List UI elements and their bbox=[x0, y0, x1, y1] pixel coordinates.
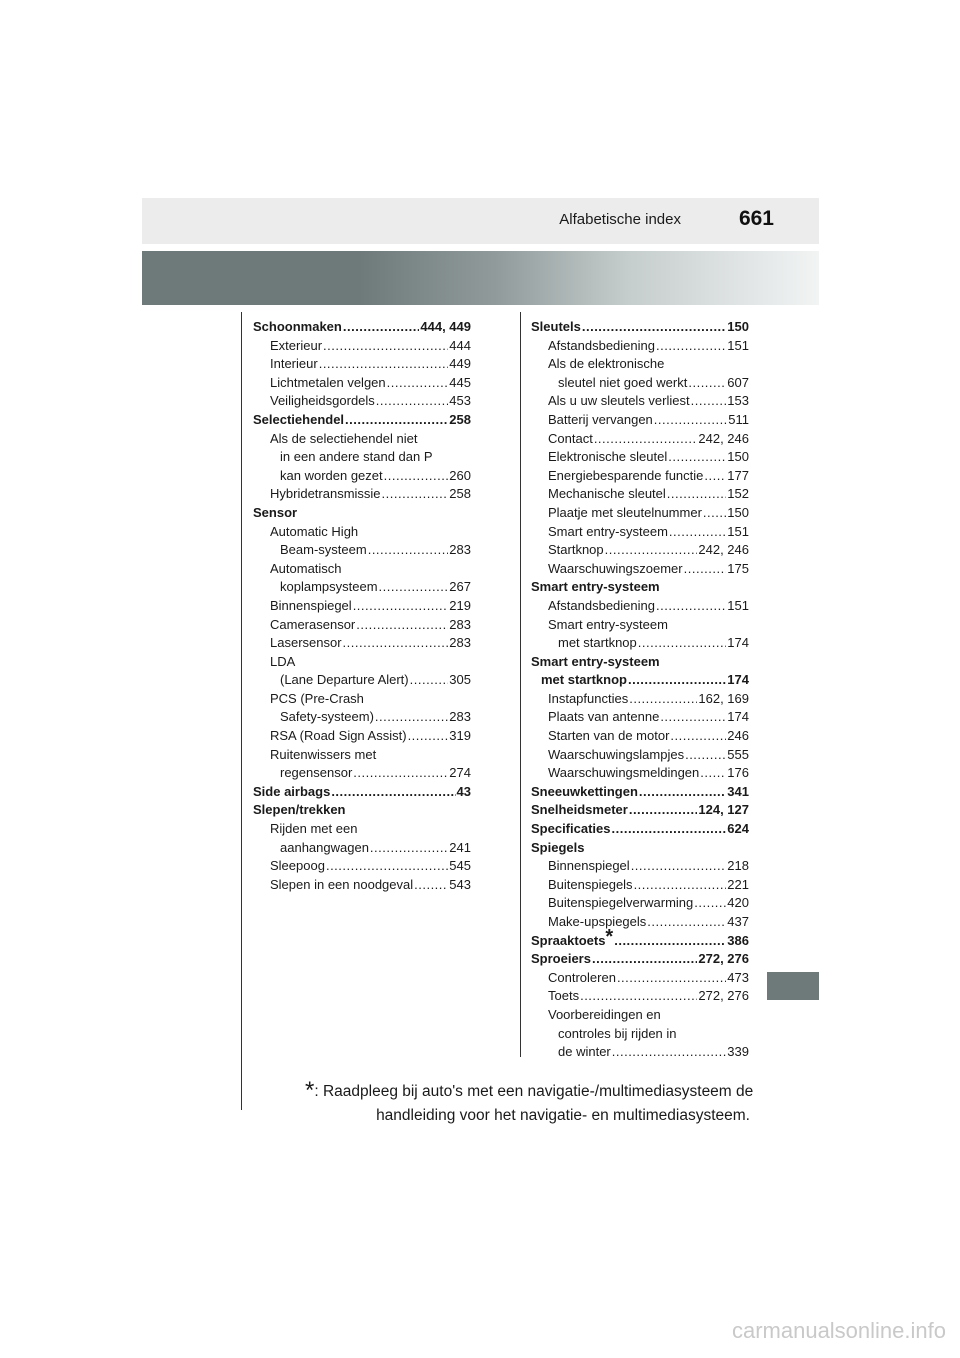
index-entry-label: Als u uw sleutels verliest bbox=[548, 393, 690, 409]
index-entry bbox=[531, 634, 749, 653]
section-gradient-band bbox=[142, 251, 819, 305]
index-entry-pages: 174 bbox=[727, 635, 749, 651]
dot-leader bbox=[634, 876, 727, 895]
dot-leader bbox=[703, 504, 726, 523]
index-entry bbox=[531, 820, 749, 839]
index-entry bbox=[253, 708, 471, 727]
dot-leader bbox=[654, 411, 727, 430]
index-entry bbox=[531, 504, 749, 523]
index-entry-label: Contact bbox=[548, 430, 593, 446]
index-entry-pages: 43 bbox=[456, 783, 471, 799]
dot-leader bbox=[704, 467, 726, 486]
index-entry-label: Waarschuwingszoemer bbox=[548, 560, 683, 576]
index-entry-label: koplampsysteem bbox=[280, 579, 378, 595]
index-entry bbox=[531, 764, 749, 783]
index-entry-pages: 242, 246 bbox=[698, 430, 749, 446]
dot-leader bbox=[669, 523, 726, 542]
index-entry-pages: 511 bbox=[728, 411, 749, 427]
index-entry-pages: 420 bbox=[727, 895, 749, 911]
index-entry-pages: 272, 276 bbox=[698, 988, 749, 1004]
dot-leader bbox=[323, 337, 448, 356]
index-entry-label: Binnenspiegel bbox=[270, 597, 352, 613]
index-entry bbox=[531, 578, 749, 597]
dot-leader bbox=[612, 820, 727, 839]
index-entry-pages: 258 bbox=[449, 486, 471, 502]
index-entry-pages: 283 bbox=[449, 542, 471, 558]
dot-leader bbox=[379, 578, 449, 597]
index-entry bbox=[253, 746, 471, 765]
index-entry-label: Specificaties bbox=[531, 821, 611, 837]
index-entry bbox=[253, 467, 471, 486]
index-entry bbox=[531, 857, 749, 876]
index-entry-label: Safety-systeem) bbox=[280, 709, 374, 725]
dot-leader bbox=[700, 764, 726, 783]
index-entry-label: (Lane Departure Alert) bbox=[280, 672, 409, 688]
index-entry-pages: 124, 127 bbox=[698, 802, 749, 818]
index-entry bbox=[531, 987, 749, 1006]
index-entry-pages: 175 bbox=[727, 560, 749, 576]
index-entry-label: Rijden met een bbox=[270, 821, 358, 837]
index-entry-label: Sproeiers bbox=[531, 951, 591, 967]
index-entry-pages: 176 bbox=[727, 765, 749, 781]
index-entry-pages: 607 bbox=[727, 374, 749, 390]
index-entry-label: Smart entry-systeem bbox=[531, 653, 660, 669]
index-entry-label: Plaats van antenne bbox=[548, 709, 660, 725]
dot-leader bbox=[638, 634, 727, 653]
footnote-text-line1: : Raadpleeg bij auto's met een navigatie-/multimediasysteem de bbox=[314, 1083, 754, 1100]
index-entry-label: Als de selectiehendel niet bbox=[270, 430, 418, 446]
index-entry-label: Slepen/trekken bbox=[253, 802, 346, 818]
index-entry bbox=[531, 392, 749, 411]
dot-leader bbox=[668, 448, 726, 467]
index-entry-pages: 272, 276 bbox=[698, 951, 749, 967]
index-entry-pages: 319 bbox=[449, 728, 471, 744]
index-entry-label: Instapfuncties bbox=[548, 690, 629, 706]
index-entry-label: de winter bbox=[558, 1044, 611, 1060]
index-entry bbox=[253, 392, 471, 411]
index-entry-label: Hybridetransmissie bbox=[270, 486, 381, 502]
index-entry bbox=[253, 653, 471, 672]
index-entry-label: Sensor bbox=[253, 504, 298, 520]
index-entry-label: Automatisch bbox=[270, 560, 342, 576]
index-entry-label: Waarschuwingslampjes bbox=[548, 746, 685, 762]
dot-leader bbox=[345, 411, 448, 430]
index-entry-label: Smart entry-systeem bbox=[531, 579, 660, 595]
index-entry-pages: 453 bbox=[449, 393, 471, 409]
dot-leader bbox=[343, 318, 420, 337]
index-entry-label: Sneeuwkettingen bbox=[531, 783, 638, 799]
index-entry-label: controles bij rijden in bbox=[558, 1025, 677, 1041]
index-entry bbox=[253, 616, 471, 635]
dot-leader bbox=[670, 727, 726, 746]
index-entry-pages: 444, 449 bbox=[420, 319, 471, 334]
column-divider bbox=[520, 312, 521, 1057]
index-entry-label: Spraaktoets bbox=[531, 932, 606, 948]
index-entry bbox=[253, 727, 471, 746]
index-column-right bbox=[531, 318, 749, 1062]
index-entry-pages: 153 bbox=[727, 393, 749, 409]
index-entry-pages: 242, 246 bbox=[698, 542, 749, 558]
index-entry-label: Veiligheidsgordels bbox=[270, 393, 375, 409]
index-entry bbox=[531, 913, 749, 932]
index-entry-label: met startknop bbox=[541, 672, 627, 688]
index-entry bbox=[531, 597, 749, 616]
dot-leader bbox=[684, 560, 727, 579]
index-entry bbox=[531, 894, 749, 913]
index-entry bbox=[531, 1025, 749, 1044]
index-entry bbox=[253, 801, 471, 820]
index-entry bbox=[253, 504, 471, 523]
index-entry-pages: 305 bbox=[449, 672, 471, 688]
index-entry-label: Startknop bbox=[548, 542, 604, 558]
index-entry-pages: 555 bbox=[727, 746, 749, 762]
index-entry-pages: 150 bbox=[727, 449, 749, 465]
index-entry-label: Buitenspiegels bbox=[548, 876, 633, 892]
index-entry bbox=[531, 318, 749, 337]
index-entry-pages: 437 bbox=[727, 914, 749, 929]
index-entry bbox=[531, 1006, 749, 1025]
index-entry-label: Spiegels bbox=[531, 839, 585, 855]
dot-leader bbox=[656, 337, 726, 356]
dot-leader bbox=[353, 597, 449, 616]
index-entry-label: sleutel niet goed werkt bbox=[558, 374, 688, 390]
index-entry-label: Selectiehendel bbox=[253, 411, 345, 427]
dot-leader bbox=[612, 1043, 727, 1062]
index-entry bbox=[531, 950, 749, 969]
index-entry-label: Interieur bbox=[270, 356, 318, 372]
dot-leader bbox=[353, 764, 448, 783]
index-entry bbox=[531, 876, 749, 895]
index-entry bbox=[253, 430, 471, 449]
index-entry bbox=[253, 560, 471, 579]
index-entry bbox=[531, 485, 749, 504]
index-entry bbox=[531, 1043, 749, 1062]
index-entry bbox=[253, 764, 471, 783]
index-entry-label: Lasersensor bbox=[270, 635, 342, 651]
index-entry bbox=[253, 578, 471, 597]
index-entry bbox=[253, 671, 471, 690]
index-entry bbox=[531, 523, 749, 542]
index-entry-pages: 444 bbox=[449, 337, 471, 353]
dot-leader bbox=[408, 727, 449, 746]
watermark: carmanualsonline.info bbox=[731, 1318, 946, 1343]
index-entry-label: Beam-systeem bbox=[280, 542, 367, 558]
dot-leader bbox=[370, 839, 448, 858]
index-entry-pages: 151 bbox=[727, 523, 749, 539]
header-title: Alfabetische index bbox=[559, 211, 681, 228]
index-entry bbox=[253, 541, 471, 560]
index-entry bbox=[531, 801, 749, 820]
index-entry bbox=[531, 969, 749, 988]
index-entry-label: Buitenspiegelverwarming bbox=[548, 895, 694, 911]
index-entry-label: Batterij vervangen bbox=[548, 411, 653, 427]
dot-leader bbox=[605, 541, 698, 560]
index-entry-label: Schoonmaken bbox=[253, 319, 342, 334]
index-entry bbox=[531, 671, 749, 690]
dot-leader bbox=[319, 355, 449, 374]
dot-leader bbox=[387, 374, 449, 393]
index-entry bbox=[531, 783, 749, 802]
index-entry-pages: 162, 169 bbox=[698, 690, 749, 706]
index-entry-pages: 445 bbox=[449, 374, 471, 390]
index-entry-label: Toets bbox=[548, 988, 580, 1004]
index-entry bbox=[253, 485, 471, 504]
index-entry-pages: 624 bbox=[727, 821, 749, 837]
dot-leader bbox=[382, 485, 449, 504]
index-entry-pages: 218 bbox=[727, 858, 749, 874]
index-entry bbox=[253, 857, 471, 876]
index-entry bbox=[253, 876, 471, 895]
index-entry bbox=[531, 337, 749, 356]
dot-leader bbox=[580, 987, 697, 1006]
index-entry-label: Energiebesparende functie bbox=[548, 467, 704, 483]
index-entry-pages: 151 bbox=[727, 337, 749, 353]
index-entry-label: Side airbags bbox=[253, 783, 331, 799]
index-entry-label: Elektronische sleutel bbox=[548, 449, 668, 465]
index-entry-label: Starten van de motor bbox=[548, 728, 670, 744]
index-entry-label: Mechanische sleutel bbox=[548, 486, 666, 502]
footnote bbox=[305, 1077, 754, 1128]
footnote-text-line2: handleiding voor het navigatie- en multimediasysteem. bbox=[376, 1107, 750, 1124]
index-entry-pages: 174 bbox=[727, 709, 749, 725]
index-entry bbox=[253, 448, 471, 467]
dot-leader bbox=[614, 932, 726, 951]
index-entry bbox=[253, 820, 471, 839]
index-entry bbox=[531, 690, 749, 709]
index-entry bbox=[531, 374, 749, 393]
index-entry bbox=[253, 374, 471, 393]
dot-leader bbox=[410, 671, 449, 690]
index-entry-label: Make-upspiegels bbox=[548, 914, 647, 929]
dot-leader bbox=[691, 392, 727, 411]
index-entry-label: Sleepoog bbox=[270, 858, 325, 874]
index-entry-pages: 241 bbox=[449, 839, 471, 855]
index-entry-label: Afstandsbediening bbox=[548, 337, 655, 353]
index-column-left bbox=[253, 318, 471, 894]
index-entry bbox=[253, 355, 471, 374]
left-margin-rule bbox=[241, 312, 242, 1110]
index-entry-label: Automatic High bbox=[270, 523, 359, 539]
index-entry bbox=[531, 839, 749, 858]
dot-leader bbox=[667, 485, 727, 504]
index-entry-label: Exterieur bbox=[270, 337, 323, 353]
dot-leader bbox=[343, 634, 449, 653]
dot-leader bbox=[660, 708, 726, 727]
index-entry-label: aanhangwagen bbox=[280, 839, 369, 855]
index-entry-label: kan worden gezet bbox=[280, 467, 383, 483]
index-entry-pages: 341 bbox=[727, 783, 749, 799]
dot-leader bbox=[617, 969, 726, 988]
index-entry-label: Controleren bbox=[548, 969, 616, 985]
index-entry-label: met startknop bbox=[558, 635, 637, 651]
index-entry-pages: 283 bbox=[449, 709, 471, 725]
index-entry bbox=[531, 467, 749, 486]
index-entry bbox=[531, 430, 749, 449]
index-entry-label: Afstandsbediening bbox=[548, 597, 655, 613]
dot-leader bbox=[628, 671, 726, 690]
index-entry-label: Smart entry-systeem bbox=[548, 523, 668, 539]
index-entry bbox=[531, 560, 749, 579]
dot-leader bbox=[592, 950, 697, 969]
page-number: 661 bbox=[738, 207, 774, 230]
index-entry bbox=[253, 337, 471, 356]
dot-leader bbox=[656, 597, 726, 616]
index-entry bbox=[531, 616, 749, 635]
index-entry bbox=[531, 708, 749, 727]
index-entry bbox=[253, 690, 471, 709]
index-entry-pages: 283 bbox=[449, 635, 471, 651]
index-entry-pages: 283 bbox=[449, 616, 471, 632]
dot-leader bbox=[594, 430, 698, 449]
index-entry bbox=[253, 318, 471, 337]
index-entry-label: Slepen in een noodgeval bbox=[270, 876, 414, 892]
index-entry-pages: 152 bbox=[727, 486, 749, 502]
index-entry-pages: 258 bbox=[449, 411, 471, 427]
index-entry-label: Voorbereidingen en bbox=[548, 1006, 661, 1022]
index-entry bbox=[253, 634, 471, 653]
dot-leader bbox=[629, 690, 697, 709]
index-entry-pages: 545 bbox=[449, 858, 471, 874]
dot-leader bbox=[582, 318, 726, 337]
index-entry-label: Binnenspiegel bbox=[548, 858, 630, 874]
footnote-marker: * bbox=[305, 1077, 315, 1104]
index-entry bbox=[253, 839, 471, 858]
dot-leader bbox=[688, 374, 726, 393]
index-entry bbox=[531, 411, 749, 430]
index-entry-label: Plaatje met sleutelnummer bbox=[548, 504, 702, 520]
index-entry-pages: 274 bbox=[449, 765, 471, 781]
index-entry bbox=[531, 355, 749, 374]
index-entry-pages: 151 bbox=[727, 597, 749, 613]
index-entry-label: PCS (Pre-Crash bbox=[270, 690, 364, 706]
index-entry bbox=[531, 727, 749, 746]
index-entry-pages: 177 bbox=[727, 467, 749, 483]
index-entry bbox=[531, 746, 749, 765]
chapter-thumb-tab bbox=[767, 972, 819, 1000]
index-entry-pages: 473 bbox=[727, 969, 749, 985]
index-entry-pages: 219 bbox=[449, 597, 471, 613]
dot-leader bbox=[384, 467, 449, 486]
header-band bbox=[142, 198, 819, 244]
dot-leader bbox=[694, 894, 726, 913]
index-entry bbox=[531, 653, 749, 672]
index-entry-pages: 221 bbox=[727, 876, 749, 892]
index-entry-pages: 174 bbox=[727, 672, 749, 688]
index-entry-pages: 150 bbox=[727, 319, 749, 334]
dot-leader bbox=[631, 857, 727, 876]
index-entry-label: Lichtmetalen velgen bbox=[270, 374, 386, 390]
index-entry bbox=[253, 783, 471, 802]
dot-leader bbox=[647, 913, 726, 932]
index-entry-pages: 386 bbox=[727, 932, 749, 948]
index-entry-label: Camerasensor bbox=[270, 616, 356, 632]
index-entry-label: RSA (Road Sign Assist) bbox=[270, 728, 407, 744]
index-entry bbox=[253, 523, 471, 542]
index-entry-pages: 339 bbox=[727, 1044, 749, 1060]
index-entry-pages: 246 bbox=[727, 728, 749, 744]
index-entry-label: LDA bbox=[270, 653, 296, 669]
dot-leader bbox=[375, 708, 448, 727]
index-entry-pages: 267 bbox=[449, 579, 471, 595]
index-entry-label: in een andere stand dan P bbox=[280, 449, 433, 465]
dot-leader bbox=[629, 801, 698, 820]
index-entry-pages: 543 bbox=[449, 876, 471, 892]
dot-leader bbox=[685, 746, 726, 765]
index-entry-label: Sleutels bbox=[531, 319, 581, 334]
index-entry: Spraaktoets * ..... 386 bbox=[531, 932, 749, 951]
dot-leader bbox=[639, 783, 726, 802]
index-entry bbox=[253, 597, 471, 616]
dot-leader bbox=[331, 783, 455, 802]
dot-leader bbox=[356, 616, 448, 635]
index-entry-pages: 150 bbox=[727, 504, 749, 520]
index-entry bbox=[531, 541, 749, 560]
dot-leader bbox=[368, 541, 449, 560]
index-entry-label: Als de elektronische bbox=[548, 356, 665, 372]
index-entry-label: Waarschuwingsmeldingen bbox=[548, 765, 700, 781]
dot-leader bbox=[414, 876, 448, 895]
index-entry-label: Ruitenwissers met bbox=[270, 746, 377, 762]
index-entry-pages: 260 bbox=[449, 467, 471, 483]
index-entry bbox=[531, 448, 749, 467]
index-entry bbox=[253, 411, 471, 430]
index-entry-label: regensensor bbox=[280, 765, 353, 781]
index-entry-pages: 449 bbox=[449, 356, 471, 372]
dot-leader bbox=[376, 392, 449, 411]
index-entry-label: Smart entry-systeem bbox=[548, 616, 668, 632]
dot-leader bbox=[326, 857, 448, 876]
index-entry-label: Snelheidsmeter bbox=[531, 802, 628, 818]
